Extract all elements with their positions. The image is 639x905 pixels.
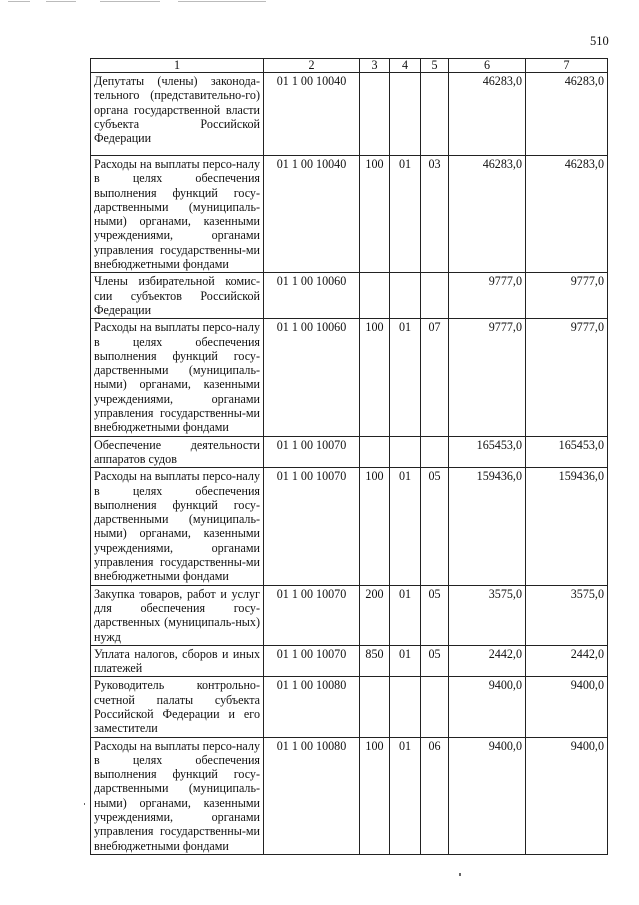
table-row [91,585,608,645]
expense-name: Расходы на выплаты персо-налу в целях обеспечения выполнения функций госу-дарственными (муниципаль-ными) органами, казенными учреждениями, органами управления государственны-ми внебюджетными фондами [91,156,264,273]
amount-col7: 9777,0 [526,273,608,319]
expense-type-code: 850 [360,645,390,677]
page-number: 510 [590,34,609,48]
expense-type-code [360,677,390,737]
expense-type-code: 100 [360,468,390,585]
expense-type-code [360,273,390,319]
scan-speck [84,803,85,805]
amount-col7: 3575,0 [526,585,608,645]
amount-col6: 3575,0 [449,585,526,645]
amount-col6: 9400,0 [449,677,526,737]
expense-name: Расходы на выплаты персо-налу в целях обеспечения выполнения функций госу-дарственными (муниципаль-ными) органами, казенными учреждениями, органами управления государственны-ми внебюджетными фондами [91,737,264,854]
subsection-code [421,677,449,737]
target-article-code: 01 1 00 10080 [264,677,360,737]
table-row [91,273,608,319]
expense-type-code: 100 [360,156,390,273]
target-article-code: 01 1 00 10060 [264,319,360,436]
section-code [390,677,421,737]
budget-table [90,58,608,855]
amount-col7: 9400,0 [526,737,608,854]
amount-col6: 9777,0 [449,273,526,319]
column-header: 1 [91,59,264,73]
amount-col7: 165453,0 [526,436,608,468]
section-code: 01 [390,737,421,854]
column-header: 5 [421,59,449,73]
target-article-code: 01 1 00 10040 [264,156,360,273]
subsection-code: 07 [421,319,449,436]
column-header: 2 [264,59,360,73]
column-header: 6 [449,59,526,73]
amount-col6: 9400,0 [449,737,526,854]
expense-name: Расходы на выплаты персо-налу в целях обеспечения выполнения функций госу-дарственными (муниципаль-ными) органами, казенными учреждениями, органами управления государственны-ми внебюджетными фондами [91,468,264,585]
amount-col7: 159436,0 [526,468,608,585]
table-row [91,73,608,156]
section-code [390,436,421,468]
amount-col7: 46283,0 [526,156,608,273]
amount-col7: 9400,0 [526,677,608,737]
table-row [91,156,608,273]
expense-type-code [360,73,390,156]
section-code [390,273,421,319]
subsection-code: 05 [421,585,449,645]
section-code: 01 [390,468,421,585]
expense-type-code: 200 [360,585,390,645]
target-article-code: 01 1 00 10040 [264,73,360,156]
expense-name: Закупка товаров, работ и услуг для обеспечения госу-дарственных (муниципаль-ных) нужд [91,585,264,645]
amount-col7: 9777,0 [526,319,608,436]
table-row [91,645,608,677]
subsection-code: 06 [421,737,449,854]
section-code: 01 [390,319,421,436]
section-code: 01 [390,585,421,645]
table-header-row [91,59,608,73]
expense-name: Депутаты (члены) законода-тельного (представительно-го) органа государственной власти субъекта Российской Федерации [91,73,264,156]
amount-col7: 2442,0 [526,645,608,677]
subsection-code [421,436,449,468]
subsection-code [421,73,449,156]
amount-col6: 46283,0 [449,73,526,156]
expense-name: Члены избирательной комис-сии субъектов Российской Федерации [91,273,264,319]
target-article-code: 01 1 00 10060 [264,273,360,319]
amount-col6: 46283,0 [449,156,526,273]
scan-edge-artifact [0,0,639,6]
subsection-code [421,273,449,319]
target-article-code: 01 1 00 10080 [264,737,360,854]
subsection-code: 05 [421,468,449,585]
expense-type-code: 100 [360,319,390,436]
table-row [91,677,608,737]
table-row [91,468,608,585]
table-row [91,737,608,854]
column-header: 4 [390,59,421,73]
expense-name: Уплата налогов, сборов и иных платежей [91,645,264,677]
table-row [91,319,608,436]
expense-name: Руководитель контрольно-счетной палаты субъекта Российской Федерации и его заместители [91,677,264,737]
table-row [91,436,608,468]
scan-speck [459,873,461,876]
subsection-code: 03 [421,156,449,273]
expense-type-code [360,436,390,468]
subsection-code: 05 [421,645,449,677]
target-article-code: 01 1 00 10070 [264,468,360,585]
amount-col6: 159436,0 [449,468,526,585]
section-code [390,73,421,156]
section-code: 01 [390,645,421,677]
section-code: 01 [390,156,421,273]
target-article-code: 01 1 00 10070 [264,645,360,677]
expense-name: Расходы на выплаты персо-налу в целях обеспечения выполнения функций госу-дарственными (муниципаль-ными) органами, казенными учреждениями, органами управления государственны-ми внебюджетными фондами [91,319,264,436]
column-header: 3 [360,59,390,73]
amount-col7: 46283,0 [526,73,608,156]
target-article-code: 01 1 00 10070 [264,436,360,468]
expense-type-code: 100 [360,737,390,854]
expense-name: Обеспечение деятельности аппаратов судов [91,436,264,468]
amount-col6: 2442,0 [449,645,526,677]
column-header: 7 [526,59,608,73]
amount-col6: 165453,0 [449,436,526,468]
amount-col6: 9777,0 [449,319,526,436]
target-article-code: 01 1 00 10070 [264,585,360,645]
